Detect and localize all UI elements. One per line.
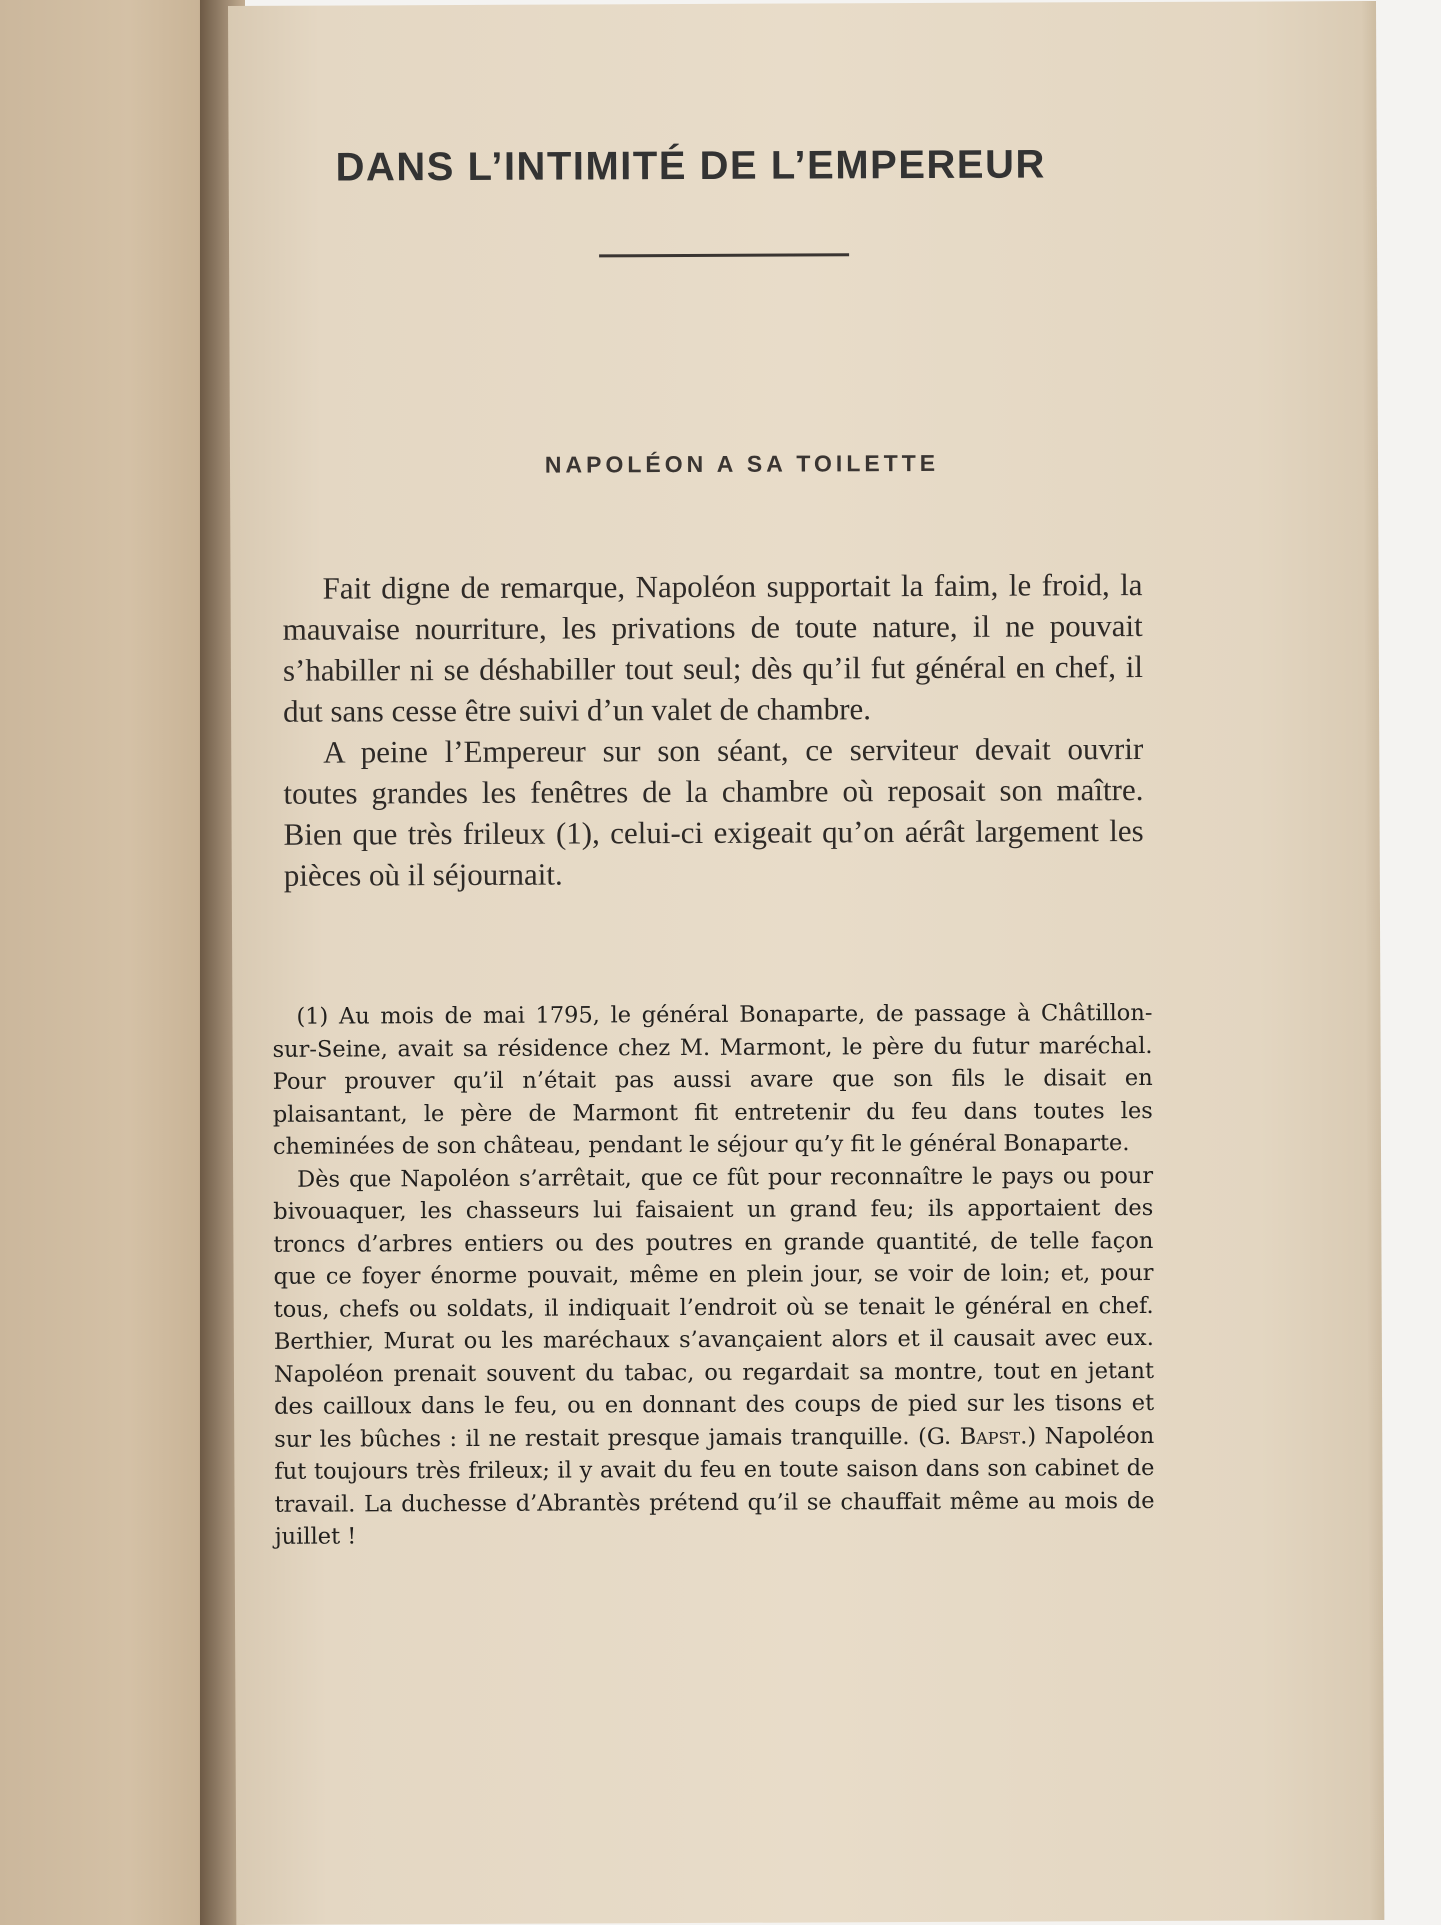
book-page (228, 1, 1376, 1925)
body-text (282, 564, 1143, 896)
footnote-2-end: .) Napoléon fut toujours très frileux; il y avait du feu en toute saison dans son cabinet de travail. La duchesse d’Abrantès prétend qu’il se chauffait même au mois de juillet ! (274, 1422, 1155, 1550)
chapter-title: DANS L’INTIMITÉ DE L’EMPEREUR (335, 142, 1046, 190)
page-content (272, 1, 1280, 1550)
section-title: NAPOLÉON A SA TOILETTE (544, 449, 940, 478)
footnote-2-start: Dès que Napoléon s’arrêtait, que ce fût pour reconnaître le pays ou pour bivouaquer, les chasseurs lui faisaient un grand feu; ils apportaient des troncs d’arbres entiers ou des poutres en grande quantité, de telle façon que ce foyer énorme pouvait, même en plein jour, se voir de loin; et, pour tous, chefs ou soldats, il indiquait l’endroit où se tenait le général en chef. Berthier, Murat ou les maréchaux s’avançaient alors et il causait avec eux. Napoléon prenait souvent du tabac, ou regardait sa montre, tout en jetant des cailloux dans le feu, ou en donnant des coups de pied sur les tisons et sur les bûches : il ne restait presque jamais tranquille. (G. (273, 1162, 1155, 1453)
page-edge (1362, 1, 1384, 1920)
paragraph-2: A peine l’Empereur sur son séant, ce serviteur devait ouvrir toutes grandes les fenêtres de la chambre où reposait son maître. Bien que très frileux (1), celui-ci exigeait qu’on aérât largement les pièces où il séjournait. (283, 731, 1144, 893)
footnotes (272, 997, 1154, 1553)
paragraph-1: Fait digne de remarque, Napoléon supportait la faim, le froid, la mauvaise nourriture, les privations de toute nature, il ne pouvait s’habiller ni se déshabiller tout seul; dès qu’il fut général en chef, il dut sans cesse être suivi d’un valet de chambre. (282, 567, 1143, 729)
footnote-2-author: Bapst (959, 1423, 1021, 1450)
previous-page-edge (0, 0, 215, 1925)
footnote-2 (273, 1159, 1155, 1553)
title-divider (599, 253, 849, 257)
footnote-1: (1) Au mois de mai 1795, le général Bonaparte, de passage à Châtillon-sur-Seine, avait sa résidence chez M. Marmont, le père du futur maréchal. Pour prouver qu’il n’était pas aussi avare que son fils le disait en plaisantant, le père de Marmont fit entretenir du feu dans toutes les cheminées de son château, pendant le séjour qu’y fit le général Bonaparte. (272, 999, 1153, 1160)
